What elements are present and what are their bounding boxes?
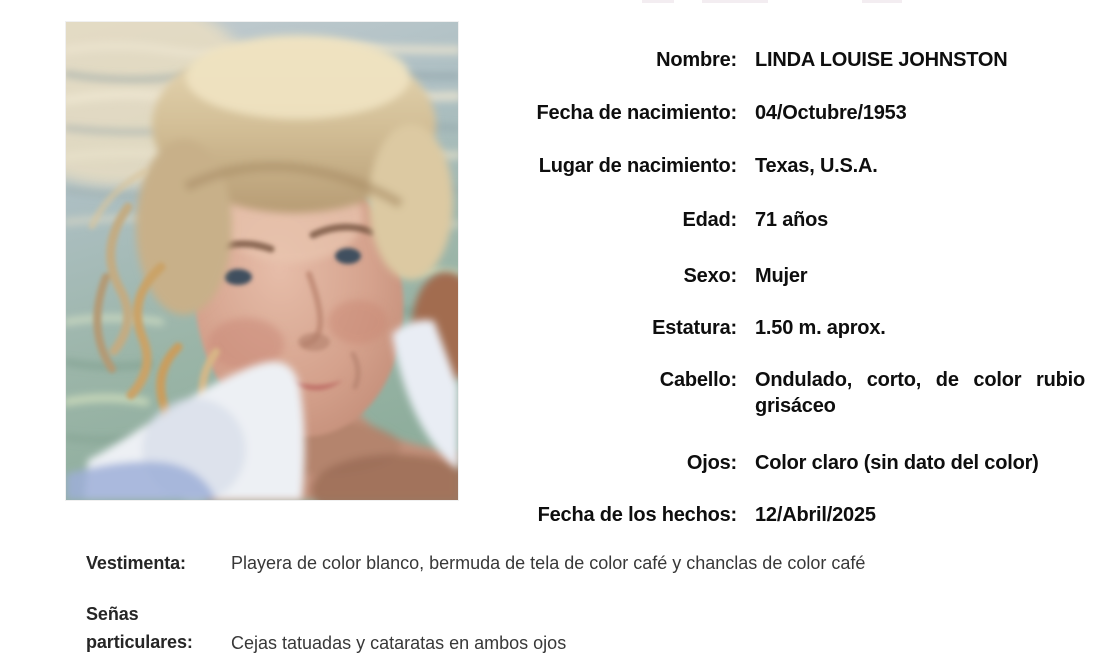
field-label: Nombre:	[656, 49, 737, 71]
field-label: Sexo:	[683, 265, 737, 287]
field-label: Lugar de nacimiento:	[538, 155, 737, 177]
detail-label: Vestimenta:	[86, 553, 186, 573]
field-value: LINDA LOUISE JOHNSTON	[755, 49, 1008, 71]
field-value: Ondulado, corto, de color rubio grisáceo	[755, 369, 1085, 417]
cropped-header-fragment	[862, 0, 902, 3]
person-photo-illustration	[66, 22, 458, 500]
field-label: Cabello:	[659, 369, 737, 391]
field-value: Color claro (sin dato del color)	[755, 452, 1039, 474]
cropped-header-fragment	[642, 0, 674, 3]
detail-value: Playera de color blanco, bermuda de tela de color café y chanclas de color café	[231, 553, 866, 573]
field-value: 1.50 m. aprox.	[755, 317, 886, 339]
field-value: 71 años	[755, 209, 829, 231]
field-value: Mujer	[755, 265, 808, 287]
person-photo	[66, 22, 458, 500]
field-value: 12/Abril/2025	[755, 504, 876, 526]
detail-label: Señas particulares:	[86, 604, 193, 652]
field-value: 04/Octubre/1953	[755, 102, 907, 124]
detail-value: Cejas tatuadas y cataratas en ambos ojos	[231, 633, 567, 653]
field-label: Edad:	[682, 209, 737, 231]
field-value: Texas, U.S.A.	[755, 155, 878, 177]
field-label: Fecha de los hechos:	[537, 504, 737, 526]
field-label: Estatura:	[652, 317, 737, 339]
field-label: Fecha de nacimiento:	[536, 102, 737, 124]
cropped-header-fragment	[702, 0, 768, 3]
field-label: Ojos:	[686, 452, 737, 474]
